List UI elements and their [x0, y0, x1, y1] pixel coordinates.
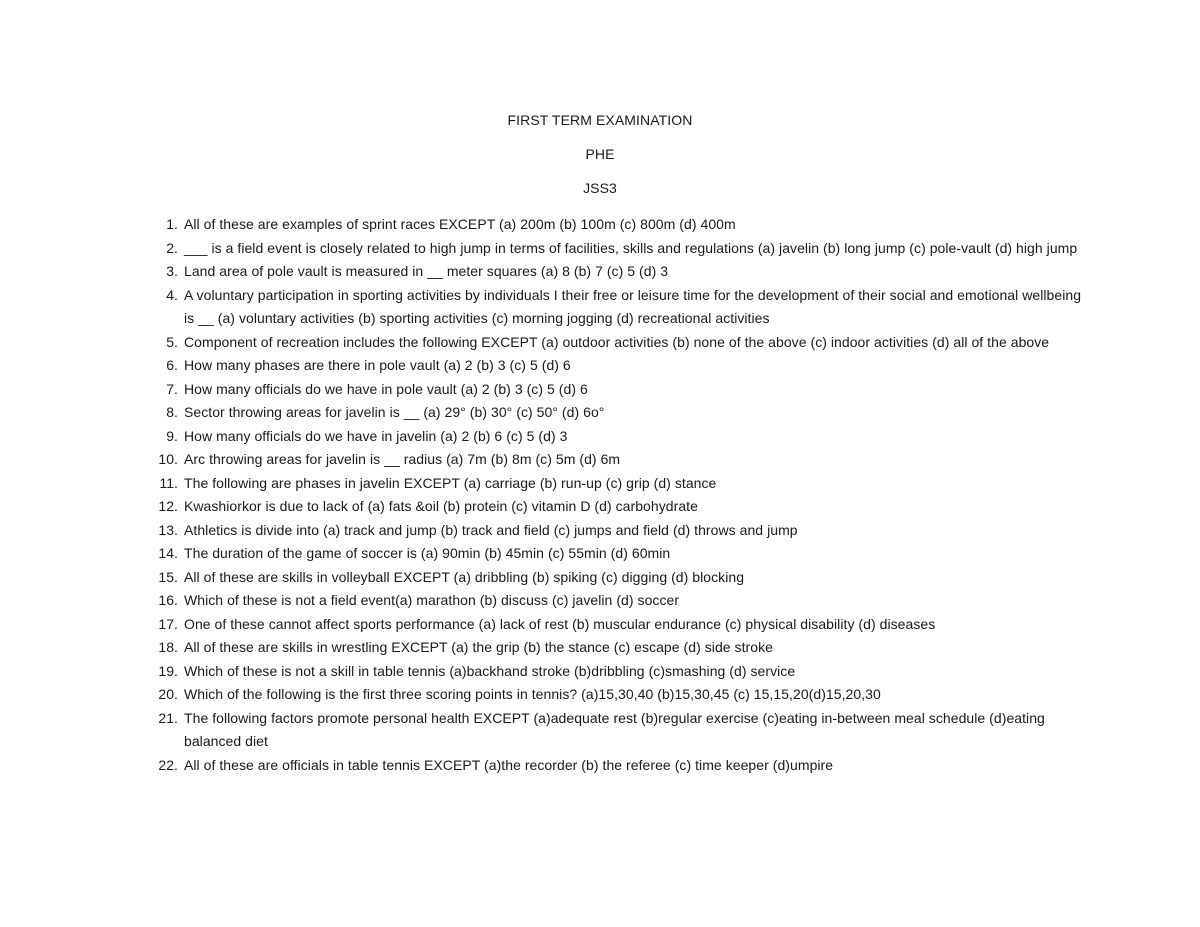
- question-text: Land area of pole vault is measured in __ meter squares (a) 8 (b) 7 (c) 5 (d) 3: [184, 263, 669, 279]
- question-number: 1.: [166, 216, 178, 232]
- question-item: [150, 260, 1090, 284]
- question-number: 22.: [158, 756, 178, 773]
- question-number: 14.: [158, 545, 178, 561]
- question-text: How many officials do we have in javelin (a) 2 (b) 6 (c) 5 (d) 3: [184, 427, 568, 444]
- question-number: 6.: [166, 357, 178, 373]
- question-text: ___ is a field event is closely related to high jump in terms of facilities, skills and regulations (a) javelin (b) long jump (c) pole-vault (d) high jump: [184, 239, 1078, 256]
- question-item: [150, 401, 1090, 425]
- question-number: 7.: [166, 380, 178, 397]
- question-item: [150, 566, 1090, 590]
- question-number: 2.: [166, 239, 178, 256]
- question-number: 20.: [158, 686, 178, 702]
- question-item: [150, 354, 1090, 378]
- question-text: Sector throwing areas for javelin is __ (a) 29° (b) 30° (c) 50° (d) 6o°: [184, 404, 605, 420]
- exam-subject: PHE: [585, 146, 615, 162]
- question-item: [150, 472, 1090, 496]
- question-item: [150, 754, 1090, 778]
- question-number: 12.: [158, 498, 178, 514]
- question-number: 10.: [158, 451, 178, 467]
- question-text: Component of recreation includes the following EXCEPT (a) outdoor activities (b) none of the above (c) indoor activities (d) all of the above: [184, 333, 1050, 350]
- question-text: A voluntary participation in sporting activities by individuals I their free or leisure time for the development of their social and emotional wellbeing is __ (a) voluntary activities (b) sporting activities (c) morning jogging (d) recreational activities: [184, 286, 1082, 326]
- question-number: 3.: [166, 263, 178, 279]
- question-text: Athletics is divide into (a) track and jump (b) track and field (c) jumps and field (d) throws and jump: [184, 521, 798, 538]
- question-text: How many phases are there in pole vault (a) 2 (b) 3 (c) 5 (d) 6: [184, 357, 571, 373]
- question-item: [150, 613, 1090, 637]
- question-number: 13.: [158, 521, 178, 538]
- question-text: Kwashiorkor is due to lack of (a) fats &oil (b) protein (c) vitamin D (d) carbohydrate: [184, 498, 698, 514]
- question-text: Which of the following is the first three scoring points in tennis? (a)15,30,40 (b)15,30,45 (c) 15,15,20(d)15,20,30: [184, 686, 881, 702]
- question-item: [150, 378, 1090, 402]
- exam-class: JSS3: [583, 180, 617, 196]
- question-text: The duration of the game of soccer is (a) 90min (b) 45min (c) 55min (d) 60min: [184, 545, 671, 561]
- question-item: [150, 636, 1090, 660]
- question-item: [150, 425, 1090, 449]
- question-item: [150, 284, 1090, 331]
- question-item: [150, 683, 1090, 707]
- question-text: Which of these is not a field event(a) marathon (b) discuss (c) javelin (d) soccer: [184, 592, 680, 608]
- question-number: 4.: [166, 286, 178, 303]
- question-text: How many officials do we have in pole vault (a) 2 (b) 3 (c) 5 (d) 6: [184, 380, 588, 397]
- question-item: [150, 213, 1090, 237]
- question-item: [150, 448, 1090, 472]
- question-text: The following factors promote personal health EXCEPT (a)adequate rest (b)regular exercise (c)eating in-between meal schedule (d)eating balanced diet: [184, 709, 1045, 749]
- question-item: [150, 495, 1090, 519]
- question-item: [150, 660, 1090, 684]
- question-text: All of these are officials in table tennis EXCEPT (a)the recorder (b) the referee (c) time keeper (d)umpire: [184, 756, 834, 773]
- question-item: [150, 589, 1090, 613]
- question-item: [150, 519, 1090, 543]
- exam-title: FIRST TERM EXAMINATION: [507, 112, 693, 128]
- question-number: 5.: [166, 333, 178, 350]
- question-number: 19.: [158, 662, 178, 679]
- question-text: All of these are skills in volleyball EXCEPT (a) dribbling (b) spiking (c) digging (d) blocking: [184, 568, 745, 585]
- question-text: The following are phases in javelin EXCEPT (a) carriage (b) run-up (c) grip (d) stance: [184, 474, 717, 491]
- question-list: [150, 213, 1090, 777]
- question-number: 16.: [158, 592, 178, 608]
- question-text: All of these are skills in wrestling EXCEPT (a) the grip (b) the stance (c) escape (d) side stroke: [184, 639, 773, 655]
- question-number: 17.: [158, 615, 178, 632]
- question-number: 8.: [166, 404, 178, 420]
- question-number: 11.: [159, 474, 178, 491]
- question-item: [150, 331, 1090, 355]
- question-item: [150, 707, 1090, 754]
- question-number: 21.: [158, 709, 178, 726]
- question-number: 15.: [158, 568, 178, 585]
- question-item: [150, 237, 1090, 261]
- question-text: All of these are examples of sprint races EXCEPT (a) 200m (b) 100m (c) 800m (d) 400m: [184, 216, 736, 232]
- question-item: [150, 542, 1090, 566]
- question-text: One of these cannot affect sports performance (a) lack of rest (b) muscular endurance (c) physical disability (d) diseases: [184, 615, 936, 632]
- question-number: 9.: [166, 427, 178, 444]
- question-text: Arc throwing areas for javelin is __ radius (a) 7m (b) 8m (c) 5m (d) 6m: [184, 451, 621, 467]
- question-text: Which of these is not a skill in table tennis (a)backhand stroke (b)dribbling (c)smashing (d) service: [184, 662, 796, 679]
- question-number: 18.: [158, 639, 178, 655]
